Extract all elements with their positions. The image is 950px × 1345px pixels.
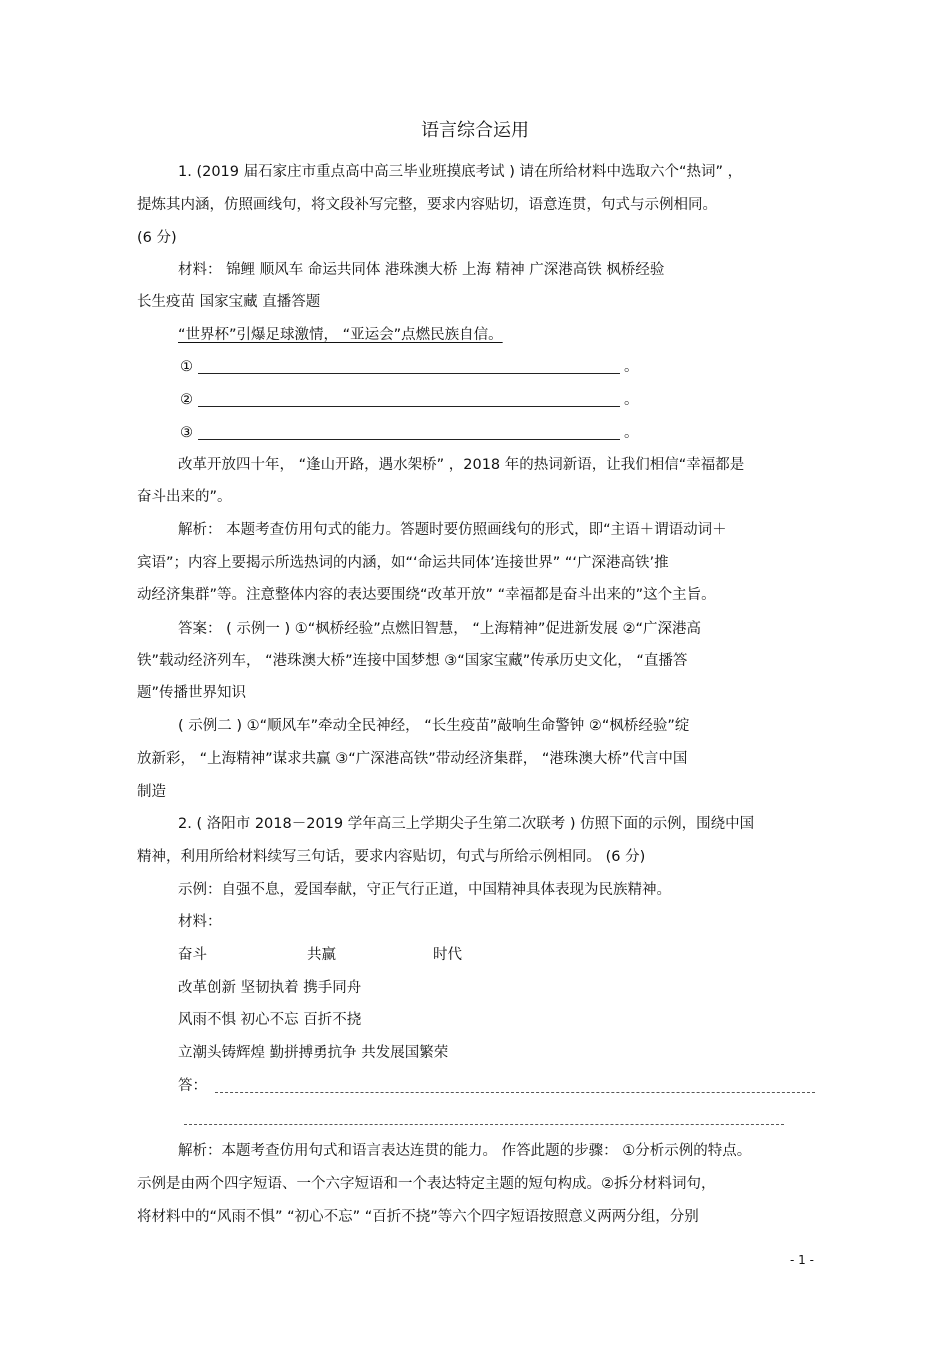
q1-underlined-example: “世界杯”引爆足球激情， “亚运会”点燃民族自信。 (178, 327, 503, 343)
blank-end-1: 。 (624, 359, 639, 375)
q1-answer-line-1: 答案： ( 示例一 ) ①“枫桥经验”点燃旧智慧， “上海精神”促进新发展 ②“广深港高 (178, 621, 702, 637)
q2-material-word-2: 共赢 (307, 947, 336, 963)
q2-line-1: 2. ( 洛阳市 2018－2019 学年高三上学期尖子生第二次联考 ) 仿照下面的示例，围绕中国 (178, 816, 755, 832)
blank-end-3: 。 (624, 425, 639, 441)
q1-line-2: 提炼其内涵，仿照画线句，将文段补写完整，要求内容贴切，语意连贯，句式与示例相同。 (137, 197, 717, 213)
q1-tail-line-2: 奋斗出来的”。 (137, 489, 232, 505)
q1-analysis-line-2: 宾语”；内容上要揭示所选热词的内涵，如“‘命运共同体’连接世界” “‘广深港高铁’推 (137, 555, 669, 571)
q1-answer-line-3: 题”传播世界知识 (137, 685, 247, 701)
q2-material-word-3: 时代 (433, 947, 462, 963)
q1-line-1: 1. (2019 届石家庄市重点高中高三毕业班摸底考试 ) 请在所给材料中选取六个“热词” ， (178, 164, 743, 180)
q2-materials-label: 材料： (178, 914, 222, 930)
answer-blank-3[interactable] (198, 439, 620, 440)
q1-materials-line-1: 材料： 锦鲤 顺风车 命运共同体 港珠澳大桥 上海 精神 广深港高铁 枫桥经验 (178, 262, 665, 278)
q1-answer-line-5: 放新彩， “上海精神”谋求共赢 ③“广深港高铁”带动经济集群， “港珠澳大桥”代言中国 (137, 751, 688, 767)
q2-line-2: 精神，利用所给材料续写三句话，要求内容贴切，句式与所给示例相同。 (6 分) (137, 849, 646, 865)
q2-material-row-3: 风雨不惧 初心不忘 百折不挠 (178, 1012, 362, 1028)
blank-end-2: 。 (624, 392, 639, 408)
q2-answer-label: 答： (178, 1078, 207, 1094)
q1-analysis-line-1: 解析： 本题考查仿用句式的能力。答题时要仿照画线句的形式，即“主语＋谓语动词＋ (178, 522, 727, 538)
q2-analysis-line-2: 示例是由两个四字短语、一个六字短语和一个表达特定主题的短句构成。②拆分材料词句， (137, 1176, 716, 1192)
q1-analysis-line-3: 动经济集群”等。注意整体内容的表达要围绕“改革开放” “幸福都是奋斗出来的”这个主旨。 (137, 587, 716, 603)
answer-line-2[interactable] (184, 1124, 784, 1125)
q1-materials-line-2: 长生疫苗 国家宝藏 直播答题 (137, 294, 321, 310)
q2-example: 示例：自强不息，爱国奉献，守正气行正道，中国精神具体表现为民族精神。 (178, 882, 671, 898)
q1-answer-line-6: 制造 (137, 784, 166, 800)
q2-material-word-1: 奋斗 (178, 947, 207, 963)
answer-blank-1[interactable] (198, 373, 620, 374)
q2-analysis-line-1: 解析：本题考查仿用句式和语言表达连贯的能力。 作答此题的步骤： ①分析示例的特点。 (178, 1143, 752, 1159)
answer-line-1[interactable] (215, 1092, 815, 1093)
q2-material-row-4: 立潮头铸辉煌 勤拼搏勇抗争 共发展国繁荣 (178, 1045, 449, 1061)
blank-marker-1: ① (180, 359, 193, 375)
blank-marker-3: ③ (180, 425, 193, 441)
q1-answer-line-4: ( 示例二 ) ①“顺风车”牵动全民神经， “长生疫苗”敲响生命警钟 ②“枫桥经验”绽 (178, 718, 690, 734)
q1-tail-line-1: 改革开放四十年， “逢山开路，遇水架桥” ，2018 年的热词新语，让我们相信“幸福都是 (178, 457, 745, 473)
q1-score: (6 分) (137, 230, 177, 246)
q2-analysis-line-3: 将材料中的“风雨不惧” “初心不忘” “百折不挠”等六个四字短语按照意义两两分组，分别 (137, 1209, 699, 1225)
answer-blank-2[interactable] (198, 406, 620, 407)
blank-marker-2: ② (180, 392, 193, 408)
page-number: - 1 - (790, 1253, 814, 1267)
page-title: 语言综合运用 (421, 120, 529, 141)
q1-answer-line-2: 铁”载动经济列车， “港珠澳大桥”连接中国梦想 ③“国家宝藏”传承历史文化， “直播答 (137, 653, 688, 669)
q2-material-row-2: 改革创新 坚韧执着 携手同舟 (178, 980, 362, 996)
